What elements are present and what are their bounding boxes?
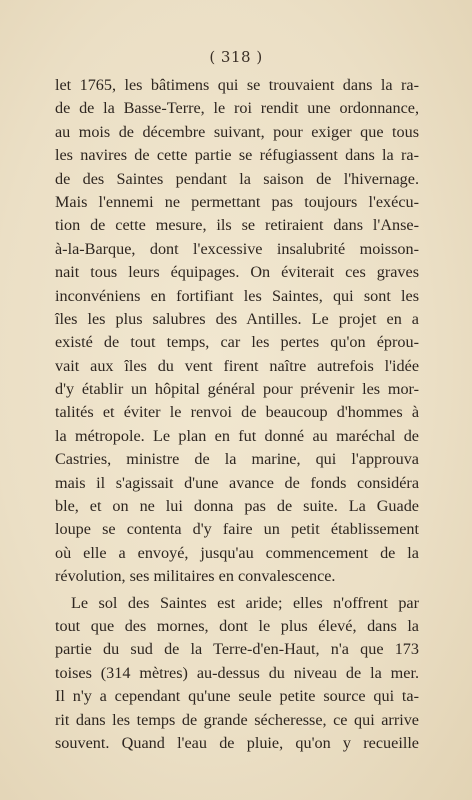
text-line: révolution, ses militaires en convalescence. (55, 567, 336, 586)
text-line: d'y établir un hôpital général pour prévenir les mor- (55, 380, 419, 399)
text-line: Castries, ministre de la marine, qui l'approuva (55, 450, 419, 469)
text-line: tion de cette mesure, ils se retiraient dans l'Anse- (55, 216, 419, 235)
text-line: nait tous leurs équipages. On éviterait ces graves (55, 263, 419, 282)
text-line: loupe se contenta d'y faire un petit établissement (55, 520, 419, 539)
text-line: existé de tout temps, car les pertes qu'on éprou- (55, 333, 419, 352)
text-line: ble, et on ne lui donna pas de suite. La Guade (55, 497, 419, 516)
text-line: inconvéniens en fortifiant les Saintes, qui sont les (55, 286, 419, 305)
text-line: de de la Basse-Terre, le roi rendit une ordonnance, (55, 99, 419, 118)
text-line: let 1765, les bâtimens qui se trouvaient dans la ra- (55, 76, 419, 94)
text-line: à-la-Barque, dont l'excessive insalubrité moisson- (55, 239, 419, 258)
body-text (55, 74, 419, 755)
text-line: talités et éviter le renvoi de beaucoup d'hommes à (55, 403, 419, 422)
text-line: où elle a envoyé, jusqu'au commencement de la (55, 543, 419, 562)
text-line: Le sol des Saintes est aride; elles n'offrent par (71, 593, 419, 612)
text-line: la métropole. Le plan en fut donné au maréchal de (55, 426, 419, 445)
paragraph (55, 74, 419, 589)
text-line: au mois de décembre suivant, pour exiger que tous (55, 122, 419, 141)
text-line: îles les plus salubres des Antilles. Le projet en a (55, 309, 419, 328)
text-line: partie du sud de la Terre-d'en-Haut, n'a que 173 (55, 640, 419, 659)
text-line: Il n'y a cependant qu'une seule petite source qui ta- (55, 687, 419, 706)
text-line: mais il s'agissait d'une avance de fonds considéra (55, 473, 419, 492)
paragraph (55, 592, 419, 756)
text-line: Mais l'ennemi ne permettant pas toujours l'exécu- (55, 192, 419, 211)
page-number: ( 318 ) (209, 48, 263, 66)
text-line: tout que des mornes, dont le plus élevé, dans la (55, 616, 419, 635)
text-line: de des Saintes pendant la saison de l'hivernage. (55, 169, 419, 188)
text-line: souvent. Quand l'eau de pluie, qu'on y recueille (55, 733, 419, 752)
text-line: toises (314 mètres) au-dessus du niveau de la mer. (55, 663, 419, 682)
text-line: les navires de cette partie se réfugiassent dans la ra- (55, 146, 419, 165)
text-line: vait aux îles du vent firent naître autrefois l'idée (55, 356, 419, 375)
text-line: rit dans les temps de grande sécheresse, ce qui arrive (55, 710, 419, 729)
